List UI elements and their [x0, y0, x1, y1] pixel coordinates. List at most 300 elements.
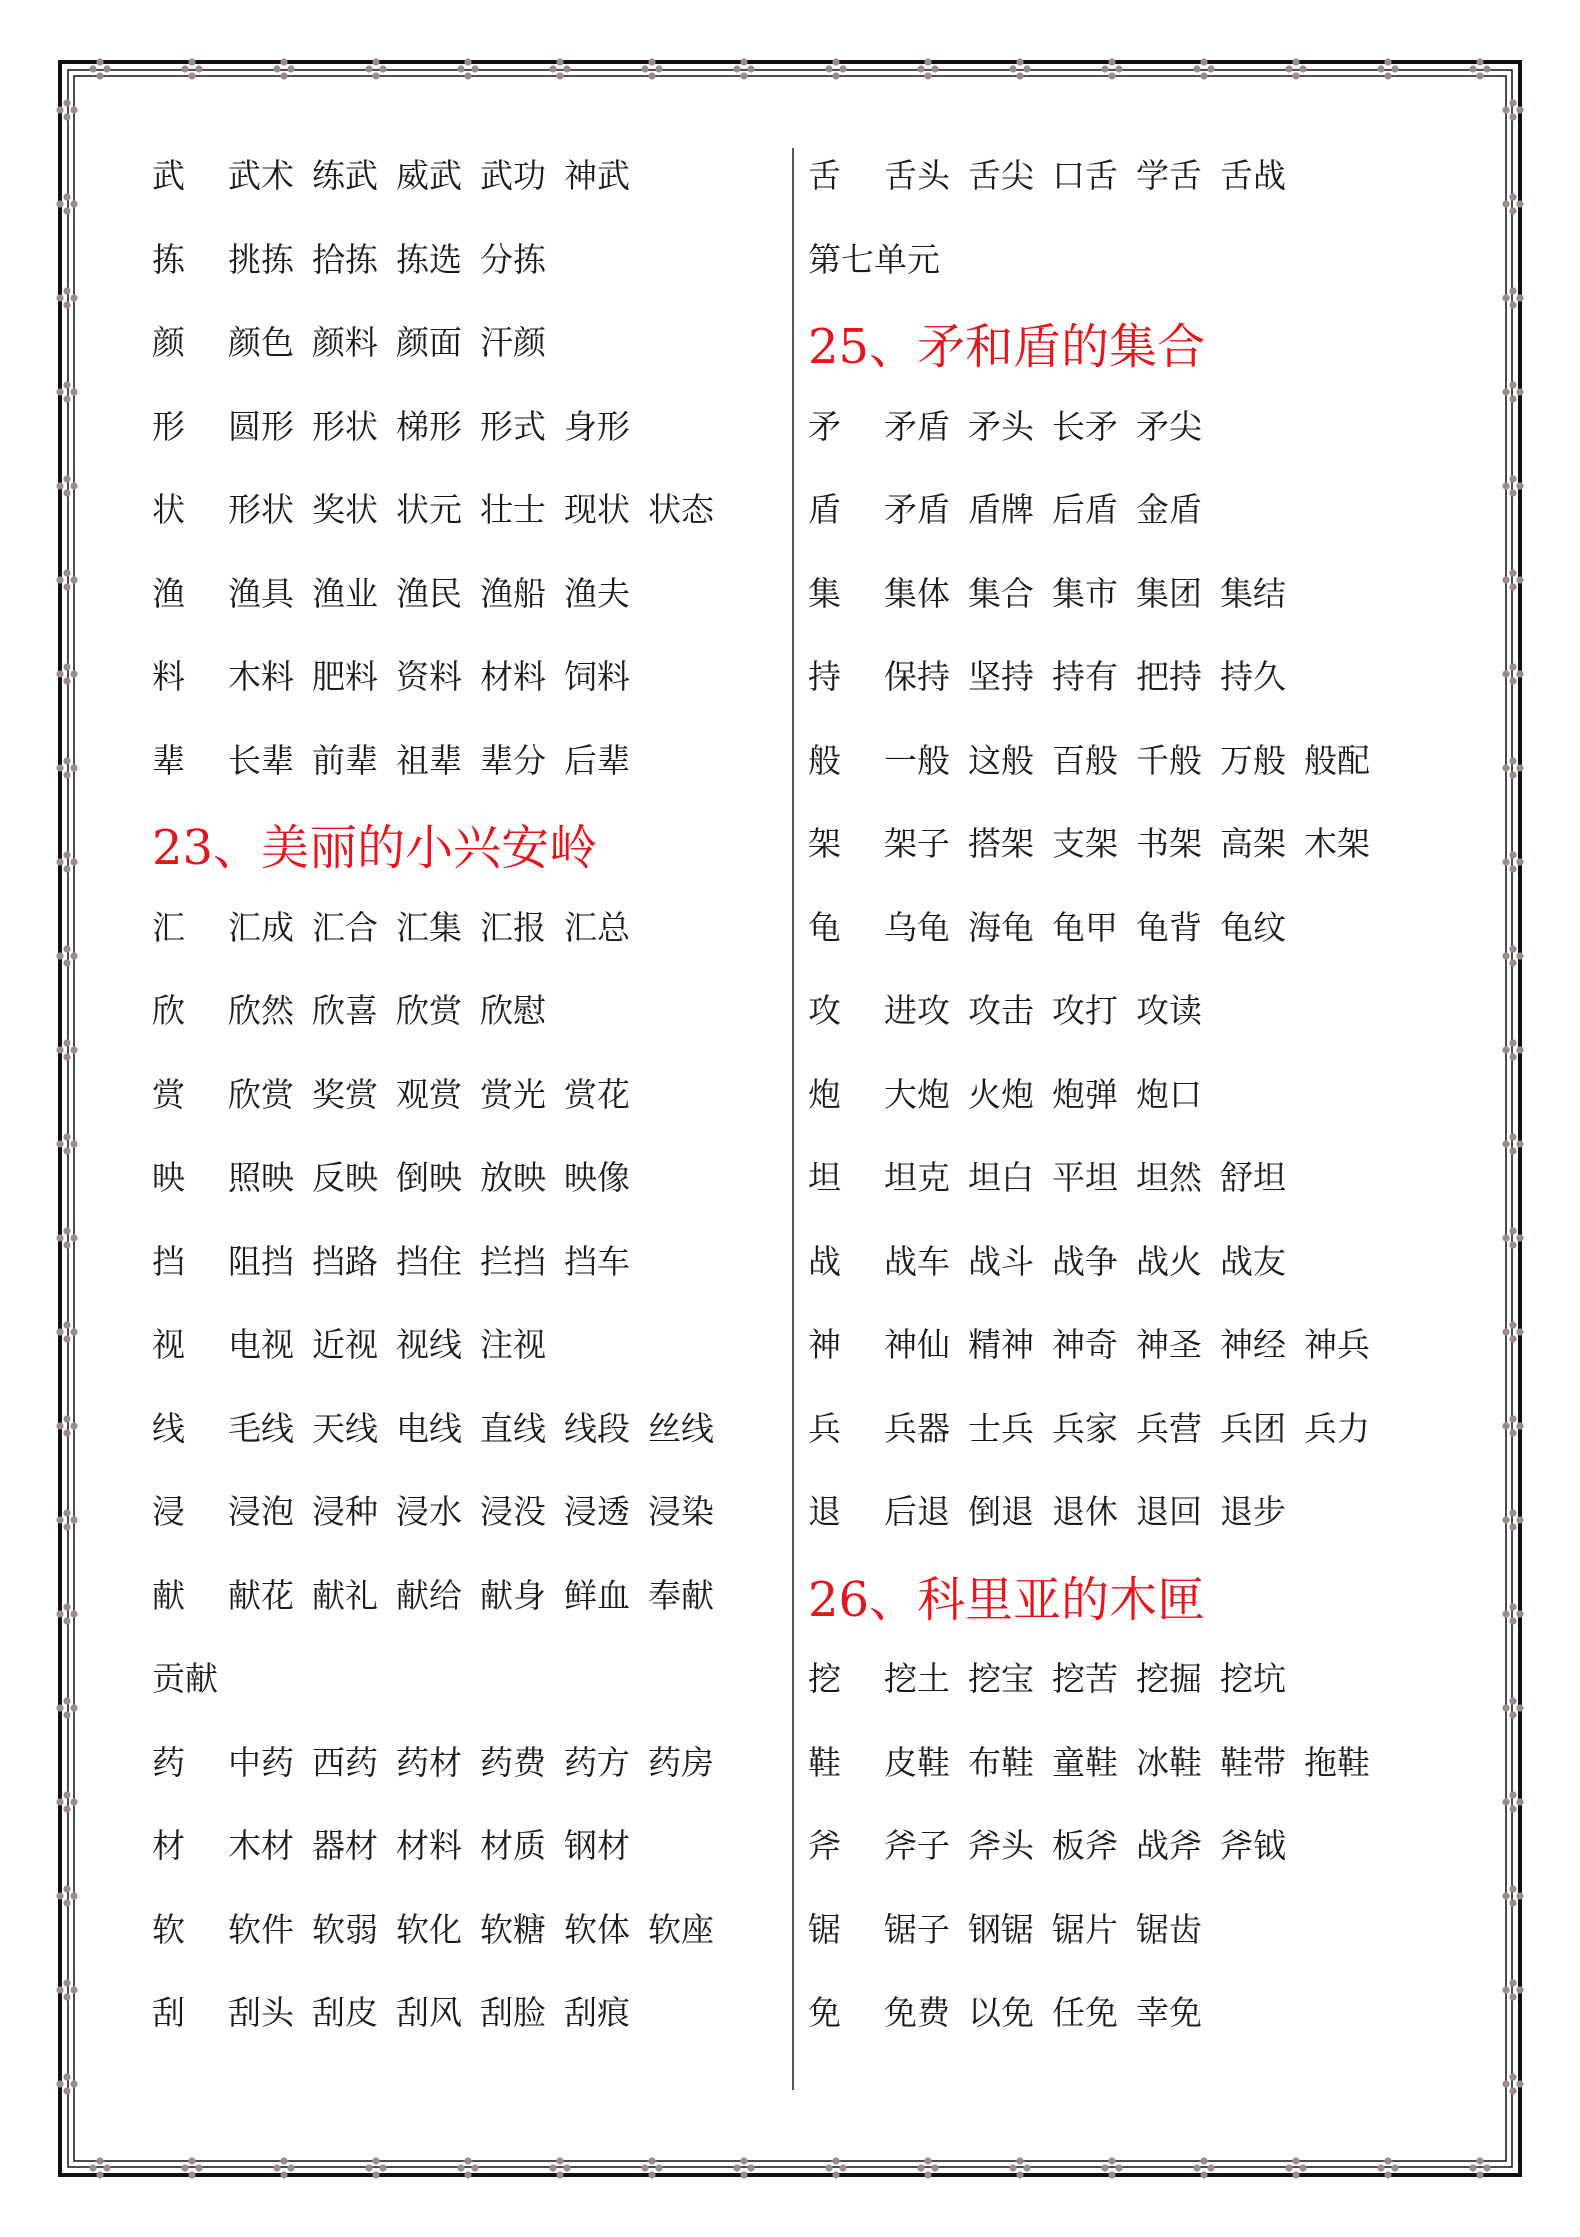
border-dot — [63, 771, 70, 778]
vocab-word: 钢材 — [564, 1826, 630, 1865]
vocab-word: 渔船 — [480, 573, 546, 613]
vocab-row — [808, 572, 1468, 656]
border-dot — [89, 2164, 96, 2171]
vocab-word: 壮士 — [480, 490, 546, 529]
vocab-word: 材料 — [480, 657, 546, 696]
border-dot — [56, 294, 63, 301]
vocab-word: 照映 — [228, 1158, 294, 1197]
border-dot — [1502, 1610, 1509, 1617]
border-dot — [1502, 1234, 1509, 1241]
vocab-word: 锯齿 — [1136, 1909, 1202, 1949]
border-dot — [63, 381, 70, 388]
border-dot — [471, 2164, 478, 2171]
vocab-row — [152, 655, 812, 739]
border-dot — [1292, 72, 1299, 79]
vocab-word: 兵团 — [1220, 1408, 1286, 1448]
border-dot — [70, 952, 77, 959]
vocab-word: 斧头 — [968, 1826, 1034, 1865]
vocab-word: 练武 — [312, 156, 378, 195]
vocab-row — [152, 739, 812, 823]
vocab-word: 材料 — [396, 1826, 462, 1865]
border-dot — [1509, 1885, 1516, 1892]
vocab-word: 电视 — [228, 1325, 294, 1364]
border-dot — [56, 764, 63, 771]
border-dot — [188, 72, 195, 79]
border-dot — [63, 1241, 70, 1248]
vocab-word: 献给 — [396, 1575, 462, 1615]
vocab-word: 状态 — [648, 490, 714, 529]
vocab-character: 盾 — [808, 490, 841, 529]
border-dot — [1509, 865, 1516, 872]
vocab-word: 资料 — [396, 657, 462, 696]
border-dot — [63, 475, 70, 482]
vocab-word: 线段 — [564, 1408, 630, 1448]
vocab-word: 支架 — [1052, 824, 1118, 863]
vocab-word: 神经 — [1220, 1325, 1286, 1364]
border-dot — [1502, 482, 1509, 489]
vocab-word: 海龟 — [968, 907, 1034, 947]
vocab-word: 威武 — [396, 156, 462, 195]
border-dot — [63, 2073, 70, 2080]
vocab-word: 电线 — [396, 1408, 462, 1448]
vocab-word: 兵家 — [1052, 1408, 1118, 1448]
border-dot — [1509, 1805, 1516, 1812]
vocab-row — [152, 1407, 812, 1491]
border-dot — [63, 1415, 70, 1422]
border-dot — [931, 2164, 938, 2171]
vocab-row — [808, 1824, 1468, 1908]
vocab-word: 持久 — [1220, 657, 1286, 696]
border-dot — [1509, 113, 1516, 120]
vocab-word: 矛尖 — [1136, 406, 1202, 446]
vocab-character: 锯 — [808, 1909, 841, 1949]
vocab-word: 前辈 — [312, 740, 378, 780]
vocab-word: 直线 — [480, 1408, 546, 1448]
vocab-word: 战斧 — [1136, 1826, 1202, 1865]
border-dot — [56, 576, 63, 583]
vocab-row — [808, 906, 1468, 990]
vocab-word: 药方 — [564, 1742, 630, 1782]
border-dot — [1509, 1053, 1516, 1060]
border-dot — [63, 395, 70, 402]
vocab-row — [808, 1073, 1468, 1157]
vocab-word: 饲料 — [564, 657, 630, 696]
border-dot — [188, 58, 195, 65]
lesson-heading: 26、科里亚的木匣 — [808, 1571, 1206, 1628]
border-dot — [1509, 301, 1516, 308]
border-dot — [1509, 475, 1516, 482]
vocab-word: 免费 — [884, 1993, 950, 2032]
vocab-character: 坦 — [808, 1158, 841, 1197]
border-dot — [70, 1798, 77, 1805]
vocab-word: 天线 — [312, 1408, 378, 1448]
border-dot — [1509, 1697, 1516, 1704]
vocab-row — [808, 1991, 1468, 2075]
vocab-word: 献礼 — [312, 1575, 378, 1615]
vocab-word: 这般 — [968, 740, 1034, 780]
border-dot — [63, 1133, 70, 1140]
border-dot — [1101, 2164, 1108, 2171]
border-dot — [1502, 952, 1509, 959]
border-dot — [70, 200, 77, 207]
border-dot — [1502, 1140, 1509, 1147]
vocab-word: 挡路 — [312, 1241, 378, 1281]
vocab-word: 挖掘 — [1136, 1659, 1202, 1698]
vocab-word: 木料 — [228, 657, 294, 696]
vocab-word: 任免 — [1052, 1993, 1118, 2032]
border-dot — [1101, 65, 1108, 72]
border-dot — [1502, 200, 1509, 207]
vocab-word: 状元 — [396, 490, 462, 529]
vocab-word: 阻挡 — [228, 1241, 294, 1281]
border-dot — [1516, 1892, 1523, 1899]
vocab-word: 献花 — [228, 1575, 294, 1615]
border-dot — [63, 1429, 70, 1436]
vocab-row — [808, 1657, 1468, 1741]
border-dot — [1108, 58, 1115, 65]
vocab-word: 以免 — [968, 1993, 1034, 2032]
border-dot — [70, 1892, 77, 1899]
border-dot — [63, 1227, 70, 1234]
border-dot — [372, 58, 379, 65]
vocab-word: 软化 — [396, 1909, 462, 1949]
vocab-word: 浸种 — [312, 1492, 378, 1531]
border-dot — [379, 2164, 386, 2171]
border-dot — [1509, 2087, 1516, 2094]
border-dot — [1509, 489, 1516, 496]
border-dot — [181, 65, 188, 72]
border-dot — [56, 2080, 63, 2087]
border-dot — [1509, 1429, 1516, 1436]
vocab-word: 炮口 — [1136, 1074, 1202, 1114]
border-dot — [1509, 771, 1516, 778]
border-dot — [1516, 2080, 1523, 2087]
vocab-word: 木材 — [228, 1826, 294, 1865]
vocab-row — [152, 488, 812, 572]
vocab-row — [808, 1407, 1468, 1491]
vocab-word: 药房 — [648, 1742, 714, 1782]
vocab-row — [808, 1908, 1468, 1992]
border-dot — [924, 2171, 931, 2178]
vocab-word: 斧钺 — [1220, 1826, 1286, 1865]
vocab-character: 献 — [152, 1575, 185, 1615]
vocab-word: 软座 — [648, 1909, 714, 1949]
vocab-row — [808, 822, 1468, 906]
border-dot — [63, 1899, 70, 1906]
vocab-word: 形式 — [480, 406, 546, 446]
border-dot — [931, 65, 938, 72]
vocab-word: 拖鞋 — [1304, 1742, 1370, 1782]
border-dot — [1285, 2164, 1292, 2171]
border-dot — [63, 865, 70, 872]
border-dot — [563, 2164, 570, 2171]
vocab-word: 近视 — [312, 1325, 378, 1364]
vocab-row — [808, 1240, 1468, 1324]
border-dot — [70, 1422, 77, 1429]
border-dot — [1502, 388, 1509, 395]
border-dot — [63, 113, 70, 120]
vocab-word: 书架 — [1136, 824, 1202, 863]
border-dot — [1509, 193, 1516, 200]
vocab-character: 攻 — [808, 991, 841, 1030]
border-dot — [1108, 2171, 1115, 2178]
vocab-word: 神兵 — [1304, 1325, 1370, 1364]
border-dot — [63, 663, 70, 670]
border-dot — [1502, 1422, 1509, 1429]
border-dot — [740, 2157, 747, 2164]
border-dot — [1509, 207, 1516, 214]
vocab-character: 般 — [808, 740, 841, 780]
vocab-row — [808, 488, 1468, 572]
vocab-word: 平坦 — [1052, 1158, 1118, 1197]
vocab-word: 炮弹 — [1052, 1074, 1118, 1114]
vocab-character: 兵 — [808, 1408, 841, 1448]
vocab-word: 长辈 — [228, 740, 294, 780]
border-dot — [1516, 764, 1523, 771]
border-dot — [56, 200, 63, 207]
border-dot — [1384, 58, 1391, 65]
border-dot — [1476, 2157, 1483, 2164]
vocab-word: 挡车 — [564, 1241, 630, 1281]
vocab-row — [152, 1741, 812, 1825]
vocab-word: 口舌 — [1052, 156, 1118, 195]
border-dot — [556, 58, 563, 65]
vocab-word: 药材 — [396, 1742, 462, 1782]
border-dot — [1509, 1979, 1516, 1986]
border-dot — [1292, 2157, 1299, 2164]
vocab-word: 反映 — [312, 1158, 378, 1197]
border-dot — [1509, 99, 1516, 106]
border-dot — [1469, 2164, 1476, 2171]
vocab-character: 药 — [152, 1742, 185, 1782]
border-dot — [839, 65, 846, 72]
border-dot — [1502, 1986, 1509, 1993]
border-dot — [1509, 583, 1516, 590]
vocab-character: 形 — [152, 406, 185, 446]
border-dot — [70, 388, 77, 395]
border-dot — [1016, 2157, 1023, 2164]
border-dot — [549, 65, 556, 72]
vocab-word: 后退 — [884, 1492, 950, 1531]
vocab-row — [152, 1073, 812, 1157]
vocab-word: 丝线 — [648, 1408, 714, 1448]
border-dot — [63, 1147, 70, 1154]
border-dot — [1516, 1140, 1523, 1147]
vocab-word: 汇成 — [228, 907, 294, 947]
border-dot — [1509, 1147, 1516, 1154]
border-dot — [1502, 1704, 1509, 1711]
vocab-word: 退步 — [1220, 1492, 1286, 1531]
vocab-word: 浸水 — [396, 1492, 462, 1531]
vocab-word: 盾牌 — [968, 490, 1034, 529]
vocab-word: 舌尖 — [968, 156, 1034, 195]
vocab-word: 保持 — [884, 657, 950, 696]
vocab-word: 矛头 — [968, 406, 1034, 446]
border-dot — [648, 58, 655, 65]
border-dot — [70, 1328, 77, 1335]
border-dot — [1509, 945, 1516, 952]
vocab-character: 集 — [808, 573, 841, 613]
vocab-word: 视线 — [396, 1325, 462, 1364]
border-dot — [63, 193, 70, 200]
vocab-row — [152, 572, 812, 656]
vocab-word: 大炮 — [884, 1074, 950, 1114]
vocab-character: 舌 — [808, 156, 841, 195]
border-dot — [56, 1704, 63, 1711]
border-dot — [1509, 1711, 1516, 1718]
vocab-character: 炮 — [808, 1074, 841, 1114]
vocab-word: 龟甲 — [1052, 907, 1118, 947]
vocab-word: 映像 — [564, 1158, 630, 1197]
border-dot — [280, 2157, 287, 2164]
vocab-character: 汇 — [152, 907, 185, 947]
vocab-character: 颜 — [152, 323, 185, 362]
border-dot — [372, 2171, 379, 2178]
border-dot — [549, 2164, 556, 2171]
vocab-word: 材质 — [480, 1826, 546, 1865]
border-dot — [1509, 1509, 1516, 1516]
border-dot — [1207, 65, 1214, 72]
vocab-word: 器材 — [312, 1826, 378, 1865]
border-dot — [1384, 2171, 1391, 2178]
border-dot — [56, 388, 63, 395]
vocab-word: 浸透 — [564, 1492, 630, 1531]
border-dot — [825, 2164, 832, 2171]
border-dot — [287, 2164, 294, 2171]
border-dot — [740, 58, 747, 65]
border-dot — [63, 1053, 70, 1060]
border-dot — [188, 2157, 195, 2164]
vocab-word: 持有 — [1052, 657, 1118, 696]
vocab-word: 挖土 — [884, 1659, 950, 1698]
border-dot — [641, 65, 648, 72]
border-dot — [1299, 2164, 1306, 2171]
vocab-word: 幸免 — [1136, 1993, 1202, 2032]
border-dot — [96, 2157, 103, 2164]
border-dot — [56, 1328, 63, 1335]
border-dot — [63, 1697, 70, 1704]
border-dot — [56, 1610, 63, 1617]
border-dot — [63, 1791, 70, 1798]
vocab-row — [152, 989, 812, 1073]
border-dot — [63, 851, 70, 858]
border-dot — [70, 1140, 77, 1147]
border-dot — [280, 58, 287, 65]
vocab-character: 挡 — [152, 1241, 185, 1281]
vocab-word: 集团 — [1136, 573, 1202, 613]
vocab-word: 退休 — [1052, 1492, 1118, 1531]
vocab-word: 搭架 — [968, 824, 1034, 863]
border-dot — [1516, 388, 1523, 395]
border-dot — [1108, 2157, 1115, 2164]
border-dot — [280, 72, 287, 79]
vocab-word: 身形 — [564, 406, 630, 446]
vocab-row — [808, 989, 1468, 1073]
border-dot — [63, 1993, 70, 2000]
vocab-word: 乌龟 — [884, 907, 950, 947]
vocab-word: 渔业 — [312, 573, 378, 613]
border-dot — [1509, 1899, 1516, 1906]
vocab-word: 皮鞋 — [884, 1742, 950, 1782]
border-dot — [733, 2164, 740, 2171]
vocab-character: 持 — [808, 657, 841, 696]
border-dot — [1391, 65, 1398, 72]
vocab-word: 坦白 — [968, 1158, 1034, 1197]
vocab-word: 挑拣 — [228, 239, 294, 279]
border-dot — [1516, 1610, 1523, 1617]
vocab-character: 矛 — [808, 406, 841, 446]
border-dot — [96, 72, 103, 79]
vocab-word: 奖状 — [312, 490, 378, 529]
border-dot — [63, 583, 70, 590]
vocab-word: 长矛 — [1052, 406, 1118, 446]
border-dot — [63, 1509, 70, 1516]
vocab-word: 刮脸 — [480, 1993, 546, 2032]
border-dot — [1023, 65, 1030, 72]
border-dot — [1502, 670, 1509, 677]
border-dot — [56, 1234, 63, 1241]
vocab-row — [808, 405, 1468, 489]
vocab-word: 高架 — [1220, 824, 1286, 863]
vocab-word: 舒坦 — [1220, 1158, 1286, 1197]
border-dot — [1509, 1415, 1516, 1422]
border-dot — [1009, 65, 1016, 72]
border-dot — [96, 58, 103, 65]
border-dot — [56, 1986, 63, 1993]
vocab-word: 毛线 — [228, 1408, 294, 1448]
vocab-word: 冰鞋 — [1136, 1742, 1202, 1782]
border-dot — [70, 294, 77, 301]
border-dot — [63, 287, 70, 294]
border-dot — [1285, 65, 1292, 72]
vocab-word: 药费 — [480, 1742, 546, 1782]
border-dot — [56, 1516, 63, 1523]
border-dot — [70, 2080, 77, 2087]
vocab-word: 集市 — [1052, 573, 1118, 613]
border-dot — [1509, 1335, 1516, 1342]
vocab-word: 架子 — [884, 824, 950, 863]
vocab-character: 架 — [808, 824, 841, 863]
border-dot — [832, 2157, 839, 2164]
border-dot — [70, 670, 77, 677]
vocab-character: 神 — [808, 1325, 841, 1364]
border-dot — [63, 1321, 70, 1328]
border-dot — [63, 489, 70, 496]
vocab-word: 神仙 — [884, 1325, 950, 1364]
vocab-word: 软体 — [564, 1909, 630, 1949]
border-dot — [1016, 2171, 1023, 2178]
border-dot — [372, 72, 379, 79]
border-dot — [56, 1140, 63, 1147]
vocab-row — [152, 1240, 812, 1324]
vocab-word: 汗颜 — [480, 323, 546, 362]
vocab-word: 西药 — [312, 1742, 378, 1782]
vocab-word: 攻读 — [1136, 991, 1202, 1030]
vocab-character: 退 — [808, 1492, 841, 1531]
border-dot — [641, 2164, 648, 2171]
vocab-word: 坚持 — [968, 657, 1034, 696]
vocab-word: 千般 — [1136, 740, 1202, 780]
border-dot — [70, 1234, 77, 1241]
vocab-word: 放映 — [480, 1158, 546, 1197]
border-dot — [273, 2164, 280, 2171]
vocab-row — [808, 1490, 1468, 1574]
vocab-character: 刮 — [152, 1993, 185, 2032]
vocab-row — [152, 1574, 812, 1658]
border-dot — [1193, 2164, 1200, 2171]
vocab-word: 挖坑 — [1220, 1659, 1286, 1698]
vocab-word: 百般 — [1052, 740, 1118, 780]
